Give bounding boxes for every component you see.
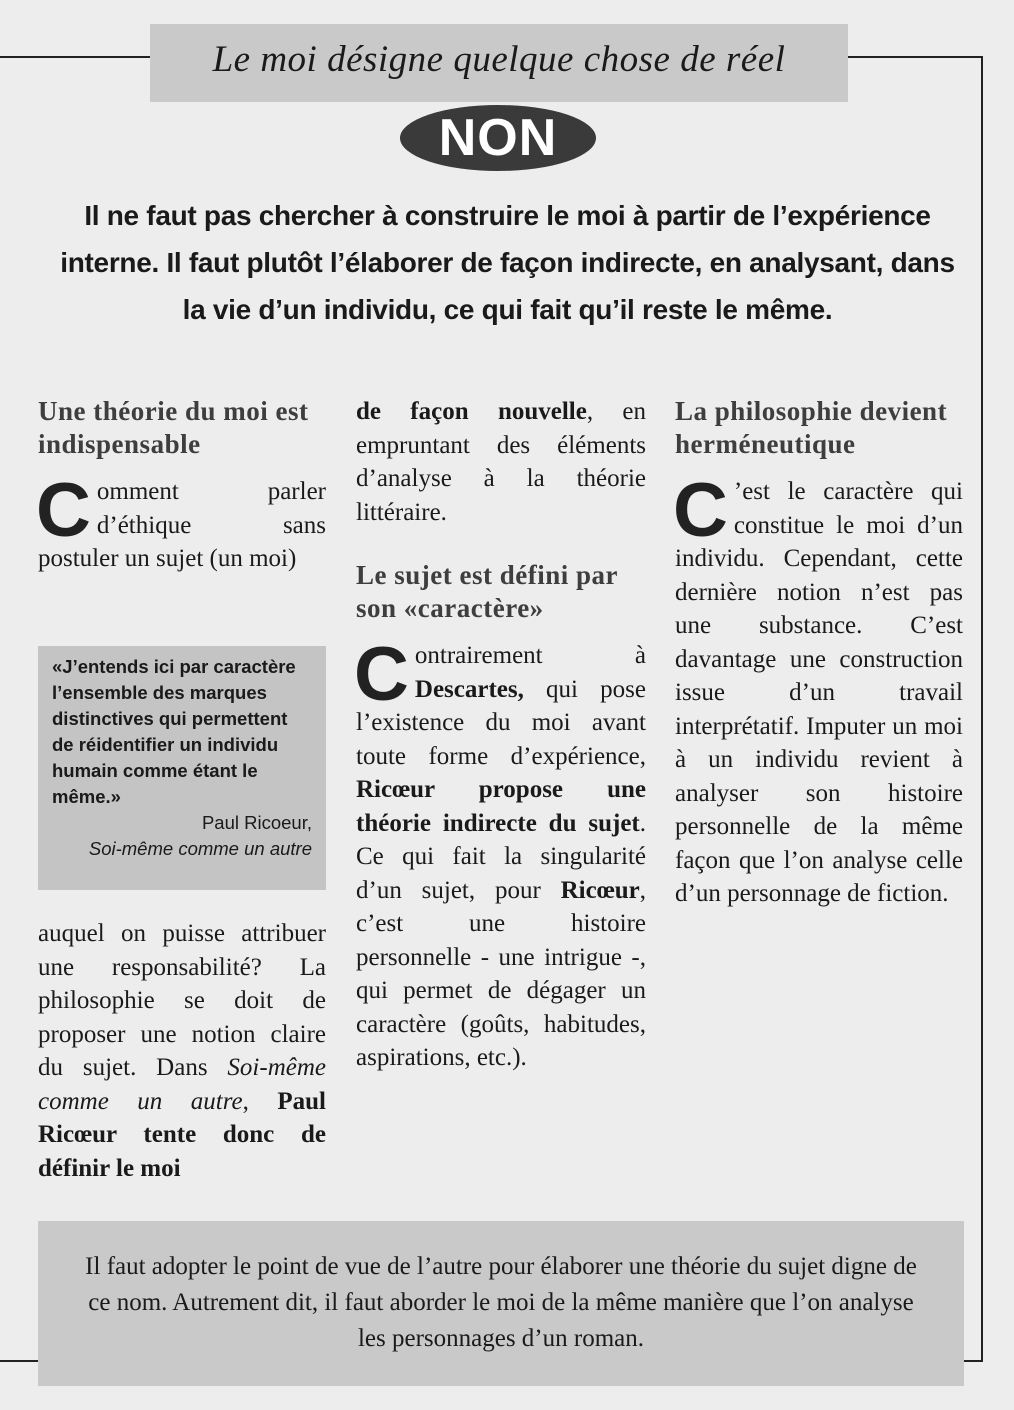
col2-dropcap: C xyxy=(354,632,409,717)
col2-t1-bold: Descartes, xyxy=(414,675,524,703)
col2-intro-rest: , en empruntant des éléments d’analyse à la théorie littéraire. xyxy=(356,398,646,526)
conclusion-text: Il faut adopter le point de vue de l’autre pour élaborer une théorie du sujet digne de ce nom. Autrement dit, il faut aborder le moi de la même manière que l’on analyse les personnages d’un roman. xyxy=(85,1253,917,1352)
col2-t3-bold: Ricœur xyxy=(560,876,640,904)
non-badge: NON xyxy=(400,105,596,171)
column-3 xyxy=(675,395,963,911)
col1-text2a: auquel on puisse attribuer une responsabilité? La philosophie se doit de proposer une notion claire du sujet. Dans xyxy=(38,920,326,1081)
col1-dropcap: C xyxy=(36,468,91,553)
frame-right-line xyxy=(981,56,983,1362)
quote-book: Soi-même comme un autre xyxy=(88,838,312,859)
page-title: Le moi désigne quelque chose de réel xyxy=(212,39,786,80)
col1-bottom xyxy=(38,917,326,1185)
col2-heading: Le sujet est défini par son «caractère» xyxy=(356,560,618,623)
col2-t4: , c’est une histoire personnelle - une intrigue -, qui permet de dégager un caractère (goûts, habitudes, aspirations, etc.). xyxy=(356,876,646,1071)
col1-text2b: , xyxy=(242,1087,278,1115)
quote-box xyxy=(38,646,326,890)
col2-t2: qui pose l’existence du moi avant toute forme d’expérience, xyxy=(356,675,646,770)
column-1 xyxy=(38,395,326,576)
quote-author-wrap xyxy=(52,810,312,836)
col2-intro-bold: de façon nouvelle xyxy=(356,398,587,425)
lead-paragraph: Il ne faut pas chercher à construire le moi à partir de l’expérience interne. Il faut plutôt l’élaborer de façon indirecte, en analysant, dans la vie d’un individu, ce qui fait qu’il reste le même. xyxy=(60,200,955,325)
spacer xyxy=(356,529,646,559)
col1-paragraph-top xyxy=(36,468,326,576)
col2-paragraph xyxy=(354,632,646,1075)
col2-t2-bold: Ricœur propose une théorie indirecte du sujet xyxy=(356,776,646,837)
col3-heading: La philosophie devient herméneutique xyxy=(675,396,948,459)
quote-author: Paul Ricoeur, xyxy=(201,812,312,833)
title-banner xyxy=(150,24,848,102)
col1-text1: omment parler d’éthique sans postuler un sujet (un moi) xyxy=(38,478,326,572)
column-2 xyxy=(356,395,646,1075)
col1-text2-bold: Paul Ricœur tente donc de définir le moi xyxy=(38,1087,326,1182)
col2-t1: ontrairement à xyxy=(414,642,646,669)
quote-text: «J’entends ici par caractère l’ensemble des marques distinctives qui permettent de réidentifier un individu humain comme étant le même.» xyxy=(52,656,296,807)
col3-paragraph xyxy=(673,468,963,911)
col1-paragraph-bottom xyxy=(38,917,326,1185)
col1-heading: Une théorie du moi est indispensable xyxy=(38,396,309,459)
col1-book-title: Soi-même comme un autre xyxy=(38,1054,326,1115)
col2-intro xyxy=(356,395,646,529)
col2-t3: . Ce qui fait la singularité d’un sujet, pour xyxy=(356,809,646,904)
col3-dropcap: C xyxy=(673,468,728,553)
col3-text: ’est le caractère qui constitue le moi d’un individu. Cependant, cette dernière notion n’est pas une substance. C’est davantage une construction issue d’un travail interprétatif. Imputer un moi à un individu revient à analyser son histoire personnelle de la même façon que l’on analyse celle d’un personnage de fiction. xyxy=(675,478,963,907)
conclusion-box xyxy=(38,1221,964,1386)
